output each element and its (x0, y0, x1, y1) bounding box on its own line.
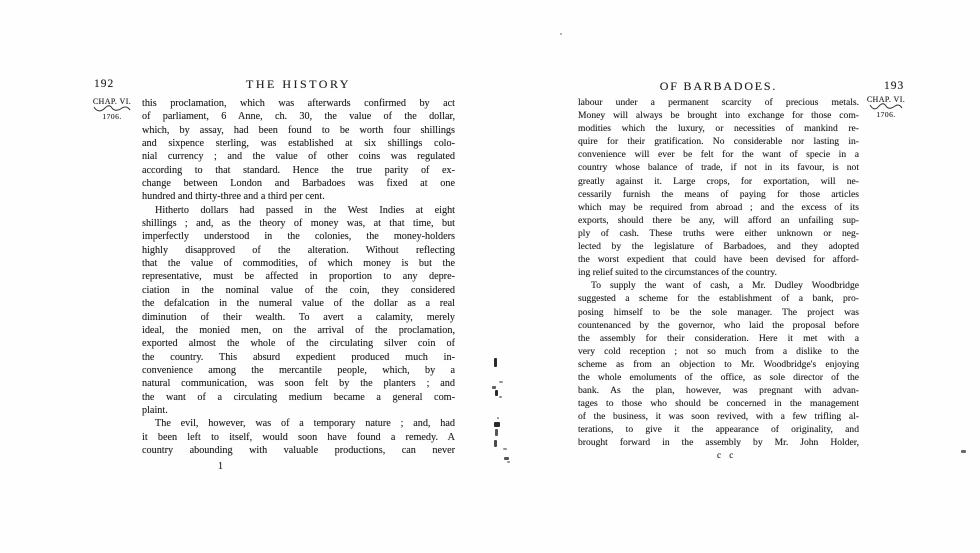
gutter-speck (497, 417, 499, 419)
text-line: it been left to itself, would soon have found a remedy. A (142, 431, 455, 443)
year-label: 1706. (876, 110, 896, 119)
text-line: the want of a circulating medium became a general com- (142, 391, 455, 403)
text-line: ideal, the monied men, on the arrival of the proclamation, (142, 324, 455, 336)
gutter-speck (494, 422, 500, 427)
text-line: terations, to give it the appearance of originality, and (578, 424, 859, 436)
text-line: diminution of their wealth. To avert a calamity, merely (142, 311, 455, 323)
text-line: quire for their gratification. No considerable nor lasting in- (578, 136, 859, 148)
text-line: country abounding with valuable productions, can never (142, 444, 455, 456)
gutter-speck (499, 396, 502, 398)
gutter-speck (507, 461, 510, 463)
gutter-speck (503, 448, 507, 450)
running-header-right: OF BARBADOES. (659, 79, 778, 93)
text-line: plaint. (142, 404, 168, 416)
text-line: imperfectly understood in the colonies, the money-holders (142, 231, 455, 243)
gutter-speck (494, 358, 497, 367)
body-text-left (142, 97, 455, 457)
page-number-right: 193 (884, 80, 905, 92)
chapter-label: CHAP. VI. (92, 97, 132, 106)
gutter-speck (495, 390, 498, 396)
margin-note-right (858, 95, 914, 119)
text-line: labour under a permanent scarcity of precious metals. (578, 97, 859, 108)
text-line: tages to those who should be concerned in the management (578, 398, 859, 410)
text-line: brought forward in the assembly by Mr. John Holder, (578, 437, 859, 449)
running-header-left: THE HISTORY (246, 77, 351, 91)
gutter-speck (494, 440, 497, 447)
text-line: the assembly for their consideration. Here it met with a (578, 332, 859, 344)
text-line: of the business, it was soon revived, with a few trifling al- (578, 411, 859, 423)
text-line: this proclamation, which was afterwards confirmed by act (142, 98, 455, 109)
text-line: posing himself to be the sole manager. The project was (578, 306, 859, 318)
text-line: of parliament, 6 Anne, ch. 30, the value of the dollar, (142, 111, 455, 123)
text-line: representative, must be affected in proportion to any depre- (142, 271, 455, 283)
text-line: cessarily furnish the means of paying for those articles (578, 188, 859, 200)
signature-mark-right: c c (717, 450, 737, 460)
text-line: ing relief suited to the circumstances of the country. (578, 267, 777, 279)
page-number-left: 192 (94, 78, 115, 90)
text-line: the whole emoluments of the office, as sole director of the (578, 371, 859, 383)
gutter-speck (492, 386, 496, 389)
text-line: The evil, however, was of a temporary nature ; and, had (155, 418, 455, 430)
text-line: exported almost the whole of the circulating silver coin of (142, 338, 455, 350)
text-line: natural communication, was soon felt by the planters ; and (142, 378, 455, 390)
text-line: convenience among the mercantile people, which, by a (142, 364, 455, 376)
text-line: the country. This absurd expedient produced much in- (142, 351, 455, 363)
text-line: the worst expedient that could have been devised for afford- (578, 254, 859, 266)
year-label: 1706. (102, 112, 122, 121)
text-line: very cold reception ; not so much from a dislike to the (578, 345, 859, 357)
text-line: country whose balance of trade, if not in its favour, is not (578, 162, 859, 174)
text-line: greatly against it. Large crops, for exportation, will ne- (578, 175, 859, 187)
text-line: modities which the luxury, or necessities of mankind re- (578, 123, 859, 135)
text-line: countenanced by the governor, who laid the proposal before (578, 319, 859, 331)
text-line: change between London and Barbadoes was fixed at one (142, 178, 455, 190)
text-line: scheme as from an objection to Mr. Woodbridge's enjoying (578, 358, 859, 370)
signature-mark-left: 1 (218, 461, 223, 472)
text-line: shillings ; and, as the theory of money was, at that time, but (142, 218, 455, 230)
scan-speck (560, 33, 562, 35)
text-line: Money will always be brought into exchange for those com- (578, 110, 859, 122)
text-line: bank. As the plan, however, was pregnant with advan- (578, 385, 859, 397)
gutter-speck (504, 457, 509, 460)
chapter-label: CHAP. VI. (866, 95, 906, 104)
text-line: ciation in the nominal value of the coin, they considered (142, 284, 455, 296)
flourish-swash-icon (93, 105, 131, 112)
text-line: which may be required from abroad ; and the excess of its (578, 201, 859, 213)
text-line: hundred and thirty-three and a third per cent. (142, 191, 325, 203)
text-line: ply of cash. These truths were either unknown or neg- (578, 227, 859, 239)
text-line: exports, should there be any, will afford an unfailing sup- (578, 214, 859, 226)
flourish-swash-icon (869, 103, 903, 110)
gutter-speck (499, 381, 503, 383)
text-line: To supply the want of cash, a Mr. Dudley Woodbridge (591, 280, 859, 292)
text-line: convenience will ever be felt for the want of specie in a (578, 149, 859, 161)
body-text-right (578, 96, 859, 450)
text-line: and sixpence sterling, was established at six shillings colo- (142, 138, 455, 150)
gutter-speck (495, 429, 498, 436)
text-line: lected by the legislature of Barbadoes, and they adopted (578, 241, 859, 253)
text-line: highly disapproved of the alteration. Without reflecting (142, 244, 455, 256)
text-line: nial currency ; and the value of other coins was regulated (142, 151, 455, 163)
text-line: suggested a scheme for the establishment of a bank, pro- (578, 293, 859, 305)
text-line: according to that standard. Hence the true parity of ex- (142, 164, 455, 176)
text-line: which, by assay, had been found to be worth four shillings (142, 124, 455, 136)
text-line: the defalcation in the numeral value of the dollar as a real (142, 298, 455, 310)
text-line: that the value of commodities, of which money is but the (142, 258, 455, 270)
scan-speck (961, 450, 966, 453)
margin-note-left (84, 97, 140, 121)
text-line: Hitherto dollars had passed in the West Indies at eight (155, 204, 455, 216)
